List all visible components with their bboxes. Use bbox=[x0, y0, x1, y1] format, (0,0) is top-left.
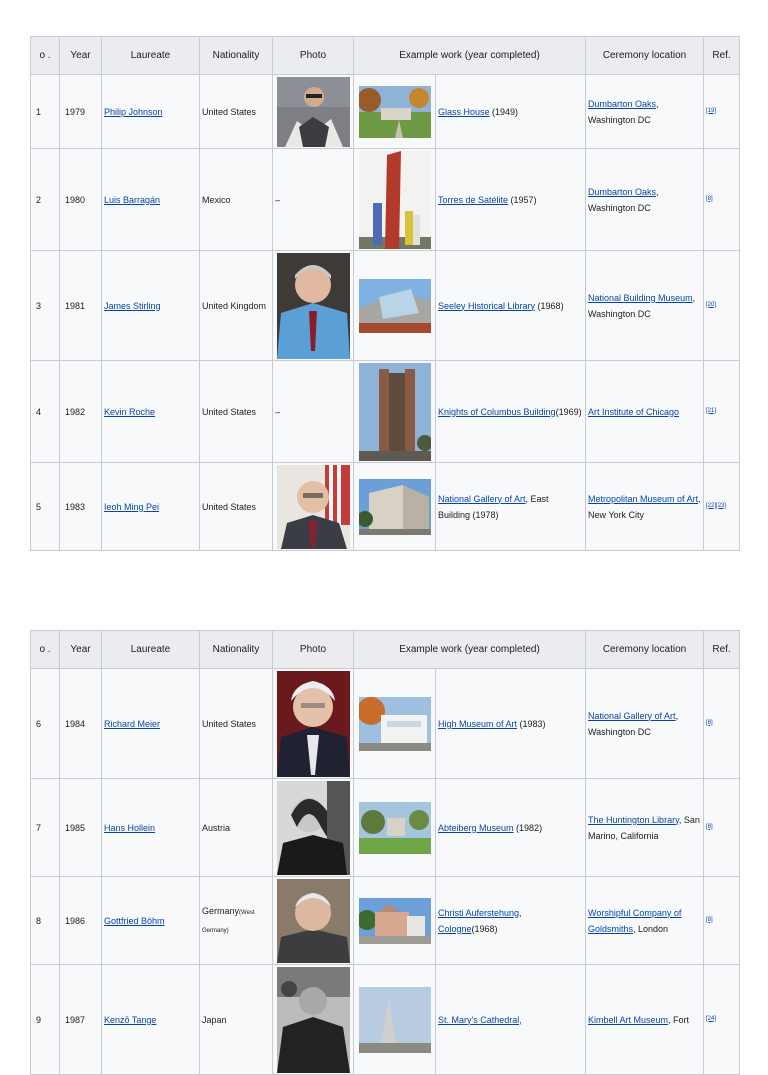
ceremony-link[interactable]: Dumbarton Oaks bbox=[588, 186, 657, 197]
work-photo[interactable] bbox=[359, 86, 431, 138]
row-year: 1979 bbox=[60, 75, 102, 149]
row-year: 1982 bbox=[60, 361, 102, 463]
laureate-photo-cell bbox=[273, 75, 354, 149]
work-city-link[interactable]: Cologne bbox=[438, 923, 472, 934]
table-row bbox=[31, 361, 740, 463]
reference-link[interactable]: [8] bbox=[706, 719, 713, 726]
work-photo[interactable] bbox=[359, 151, 431, 249]
work-photo-cell bbox=[354, 779, 436, 877]
laureate-link[interactable]: Gottfried Böhm bbox=[104, 915, 165, 926]
work-photo-cell bbox=[354, 361, 436, 463]
row-nationality bbox=[200, 877, 273, 965]
laureate-photo[interactable] bbox=[277, 879, 350, 963]
row-nationality: United States bbox=[200, 361, 273, 463]
work-link[interactable]: Glass House bbox=[438, 106, 490, 117]
header-ceremony[interactable]: Ceremony location bbox=[586, 631, 704, 669]
row-nationality: United States bbox=[200, 75, 273, 149]
laureate-photo[interactable] bbox=[277, 671, 350, 777]
table-row bbox=[31, 669, 740, 779]
ceremony-place: , Washington DC bbox=[588, 98, 659, 125]
work-link[interactable]: Christi Auferstehung bbox=[438, 907, 520, 918]
work-photo-cell bbox=[354, 463, 436, 551]
row-year: 1980 bbox=[60, 149, 102, 251]
laureate-photo-cell bbox=[273, 251, 354, 361]
photo-placeholder: – bbox=[273, 361, 354, 463]
work-year: , East Building (1978) bbox=[438, 493, 549, 520]
ceremony-link[interactable]: Art Institute of Chicago bbox=[588, 406, 680, 417]
work-year: (1983) bbox=[517, 718, 546, 729]
header-num[interactable]: o . bbox=[31, 37, 60, 75]
work-photo-cell bbox=[354, 877, 436, 965]
ceremony-link[interactable]: Kimbell Art Museum bbox=[588, 1014, 669, 1025]
header-nationality[interactable]: Nationality bbox=[200, 37, 273, 75]
work-photo-cell bbox=[354, 669, 436, 779]
laureate-link[interactable]: James Stirling bbox=[104, 300, 161, 311]
work-link[interactable]: St. Mary's Cathedral, bbox=[438, 1014, 522, 1025]
ceremony-place: , Washington DC bbox=[588, 292, 696, 319]
row-nationality: United States bbox=[200, 463, 273, 551]
header-year[interactable]: Year bbox=[60, 37, 102, 75]
table-row bbox=[31, 965, 740, 1075]
laureates-table-2 bbox=[30, 630, 740, 1075]
laureate-photo-cell bbox=[273, 669, 354, 779]
work-photo-cell bbox=[354, 75, 436, 149]
work-link[interactable]: Torres de Satélite bbox=[438, 194, 509, 205]
laureate-link[interactable]: Philip Johnson bbox=[104, 106, 163, 117]
laureate-photo[interactable] bbox=[277, 253, 350, 359]
work-photo[interactable] bbox=[359, 363, 431, 461]
ceremony-link[interactable]: National Building Museum bbox=[588, 292, 693, 303]
reference-link[interactable]: [22][23] bbox=[706, 502, 727, 509]
work-link[interactable]: Abteiberg Museum bbox=[438, 822, 514, 833]
reference-link[interactable]: [24] bbox=[706, 1015, 717, 1022]
row-nationality: Mexico bbox=[200, 149, 273, 251]
laureate-photo[interactable] bbox=[277, 967, 350, 1073]
row-year: 1985 bbox=[60, 779, 102, 877]
work-photo[interactable] bbox=[359, 898, 431, 944]
ceremony-place: , New York City bbox=[588, 493, 701, 520]
row-number: 8 bbox=[31, 877, 60, 965]
work-photo-cell bbox=[354, 149, 436, 251]
laureate-photo-cell bbox=[273, 463, 354, 551]
row-year: 1984 bbox=[60, 669, 102, 779]
row-year: 1987 bbox=[60, 965, 102, 1075]
work-photo[interactable] bbox=[359, 802, 431, 854]
work-photo-cell bbox=[354, 251, 436, 361]
laureate-link[interactable]: Kenzō Tange bbox=[104, 1014, 157, 1025]
row-number: 9 bbox=[31, 965, 60, 1075]
ceremony-place: , London bbox=[633, 923, 669, 934]
laureate-photo[interactable] bbox=[277, 781, 350, 875]
nationality-text: Germany bbox=[202, 905, 240, 916]
header-row bbox=[31, 37, 740, 75]
laureate-link[interactable]: Ieoh Ming Pei bbox=[104, 501, 160, 512]
header-photo: Photo bbox=[273, 37, 354, 75]
header-laureate[interactable]: Laureate bbox=[102, 37, 200, 75]
row-number: 3 bbox=[31, 251, 60, 361]
work-photo[interactable] bbox=[359, 279, 431, 333]
work-year: (1982) bbox=[513, 822, 543, 833]
work-year-2: (1968) bbox=[471, 923, 498, 934]
reference-link[interactable]: [20] bbox=[706, 301, 717, 308]
table-row bbox=[31, 149, 740, 251]
table-row bbox=[31, 877, 740, 965]
ceremony-place: , Fort bbox=[668, 1014, 690, 1025]
row-nationality bbox=[200, 779, 273, 877]
work-link[interactable]: High Museum of Art bbox=[438, 718, 518, 729]
reference-link[interactable]: [8] bbox=[706, 823, 713, 830]
work-link[interactable]: Knights of Columbus Building bbox=[438, 406, 556, 417]
row-year: 1986 bbox=[60, 877, 102, 965]
work-photo[interactable] bbox=[359, 987, 431, 1053]
laureate-link[interactable]: Kevin Roche bbox=[104, 406, 156, 417]
row-number: 7 bbox=[31, 779, 60, 877]
ceremony-link[interactable]: Dumbarton Oaks bbox=[588, 98, 657, 109]
nationality-text: Japan bbox=[202, 1014, 227, 1025]
laureates-table-1 bbox=[30, 36, 740, 551]
nationality-note: (West Germany) bbox=[202, 909, 255, 934]
work-year: , bbox=[519, 907, 522, 918]
row-year: 1981 bbox=[60, 251, 102, 361]
header-year[interactable]: Year bbox=[60, 631, 102, 669]
table-row bbox=[31, 251, 740, 361]
work-year: (1969) bbox=[555, 406, 582, 417]
reference-link[interactable]: [21] bbox=[706, 407, 717, 414]
reference-link[interactable]: [19] bbox=[706, 107, 717, 114]
header-ceremony[interactable]: Ceremony location bbox=[586, 37, 704, 75]
work-link[interactable]: Seeley Historical Library bbox=[438, 300, 536, 311]
header-work[interactable]: Example work (year completed) bbox=[354, 37, 586, 75]
work-link[interactable]: National Gallery of Art bbox=[438, 493, 526, 504]
row-number: 5 bbox=[31, 463, 60, 551]
ceremony-link[interactable]: Worshipful Company of Goldsmiths bbox=[588, 907, 682, 934]
table-row bbox=[31, 463, 740, 551]
header-ref: Ref. bbox=[704, 37, 740, 75]
work-photo-cell bbox=[354, 965, 436, 1075]
row-nationality bbox=[200, 669, 273, 779]
header-ref: Ref. bbox=[704, 631, 740, 669]
nationality-text: Austria bbox=[202, 822, 231, 833]
table-row bbox=[31, 779, 740, 877]
ceremony-place: , Washington DC bbox=[588, 186, 659, 213]
ceremony-link[interactable]: The Huntington Library bbox=[588, 814, 679, 825]
laureate-photo-cell bbox=[273, 779, 354, 877]
ceremony-link[interactable]: Metropolitan Museum of Art bbox=[588, 493, 699, 504]
work-year: (1949) bbox=[489, 106, 519, 117]
laureate-photo-cell bbox=[273, 877, 354, 965]
ceremony-link[interactable]: National Gallery of Art bbox=[588, 710, 676, 721]
header-num[interactable]: o . bbox=[31, 631, 60, 669]
nationality-text: United States bbox=[202, 718, 257, 729]
ceremony-place: , San Marino, California bbox=[588, 814, 700, 841]
work-year: (1957) bbox=[508, 194, 537, 205]
table-row bbox=[31, 75, 740, 149]
header-laureate[interactable]: Laureate bbox=[102, 631, 200, 669]
header-work[interactable]: Example work (year completed) bbox=[354, 631, 586, 669]
photo-placeholder: – bbox=[273, 149, 354, 251]
laureate-link[interactable]: Hans Hollein bbox=[104, 822, 156, 833]
laureate-photo[interactable] bbox=[277, 465, 350, 549]
header-nationality[interactable]: Nationality bbox=[200, 631, 273, 669]
row-number: 1 bbox=[31, 75, 60, 149]
laureate-link[interactable]: Richard Meier bbox=[104, 718, 161, 729]
reference-link[interactable]: [8] bbox=[706, 916, 713, 923]
row-number: 6 bbox=[31, 669, 60, 779]
laureate-photo-cell bbox=[273, 965, 354, 1075]
work-year: (1968) bbox=[535, 300, 564, 311]
laureate-photo[interactable] bbox=[277, 77, 350, 147]
work-photo[interactable] bbox=[359, 479, 431, 535]
reference-link[interactable]: [8] bbox=[706, 195, 713, 202]
row-nationality: United Kingdom bbox=[200, 251, 273, 361]
work-photo[interactable] bbox=[359, 697, 431, 751]
laureate-link[interactable]: Luis Barragán bbox=[104, 194, 161, 205]
ceremony-place: , Washington DC bbox=[588, 710, 679, 737]
row-nationality bbox=[200, 965, 273, 1075]
row-number: 2 bbox=[31, 149, 60, 251]
row-year: 1983 bbox=[60, 463, 102, 551]
header-row bbox=[31, 631, 740, 669]
header-photo: Photo bbox=[273, 631, 354, 669]
row-number: 4 bbox=[31, 361, 60, 463]
